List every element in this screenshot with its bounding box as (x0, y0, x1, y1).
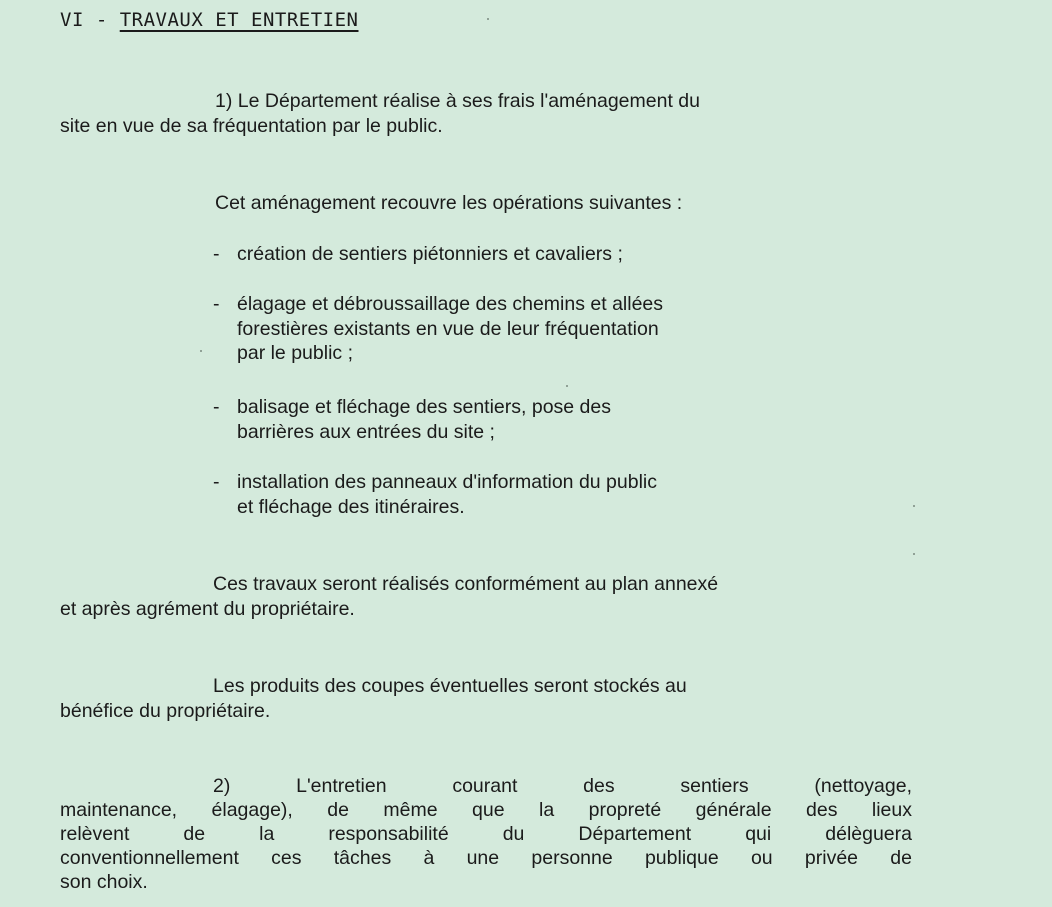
scan-speck (913, 553, 915, 555)
para4-line1: 2) L'entretien courant des sentiers (nettoyage, (213, 775, 912, 797)
para3-line1: Les produits des coupes éventuelles seront stockés au (213, 675, 687, 697)
para4-line3: relèvent de la responsabilité du Département qui délèguera (60, 823, 912, 845)
list-item-dash: - (213, 396, 220, 418)
intro-line: Cet aménagement recouvre les opérations suivantes : (215, 192, 683, 214)
list-item-dash: - (213, 243, 220, 265)
section-title: TRAVAUX ET ENTRETIEN (119, 9, 359, 31)
list-item-text: installation des panneaux d'information du public et fléchage des itinéraires. (237, 471, 658, 518)
list-item-dash: - (213, 471, 220, 493)
scan-speck (566, 385, 568, 387)
list-item-text: élagage et débroussaillage des chemins et allées forestières existants en vue de leur fréquentation par le public ; (237, 293, 664, 364)
para4-line5: son choix. (60, 871, 148, 893)
list-item-text: balisage et fléchage des sentiers, pose des barrières aux entrées du site ; (237, 396, 611, 443)
para2-line2: et après agrément du propriétaire. (60, 598, 355, 620)
scan-speck (200, 350, 202, 352)
para4-line2: maintenance, élagage), de même que la propreté générale des lieux (60, 799, 912, 821)
para4-line4: conventionnellement ces tâches à une personne publique ou privée de (60, 847, 912, 869)
section-number: VI - (60, 9, 108, 31)
para3-line2: bénéfice du propriétaire. (60, 700, 271, 722)
list-item-dash: - (213, 293, 220, 315)
para1-line1: 1) Le Département réalise à ses frais l'aménagement du (215, 90, 700, 112)
para1-line2: site en vue de sa fréquentation par le public. (60, 115, 443, 137)
list-item-text: création de sentiers piétonniers et cavaliers ; (237, 243, 623, 265)
scan-speck (487, 18, 489, 20)
para2-line1: Ces travaux seront réalisés conformément au plan annexé (213, 573, 719, 595)
scan-speck (913, 505, 915, 507)
section-heading (60, 9, 359, 31)
